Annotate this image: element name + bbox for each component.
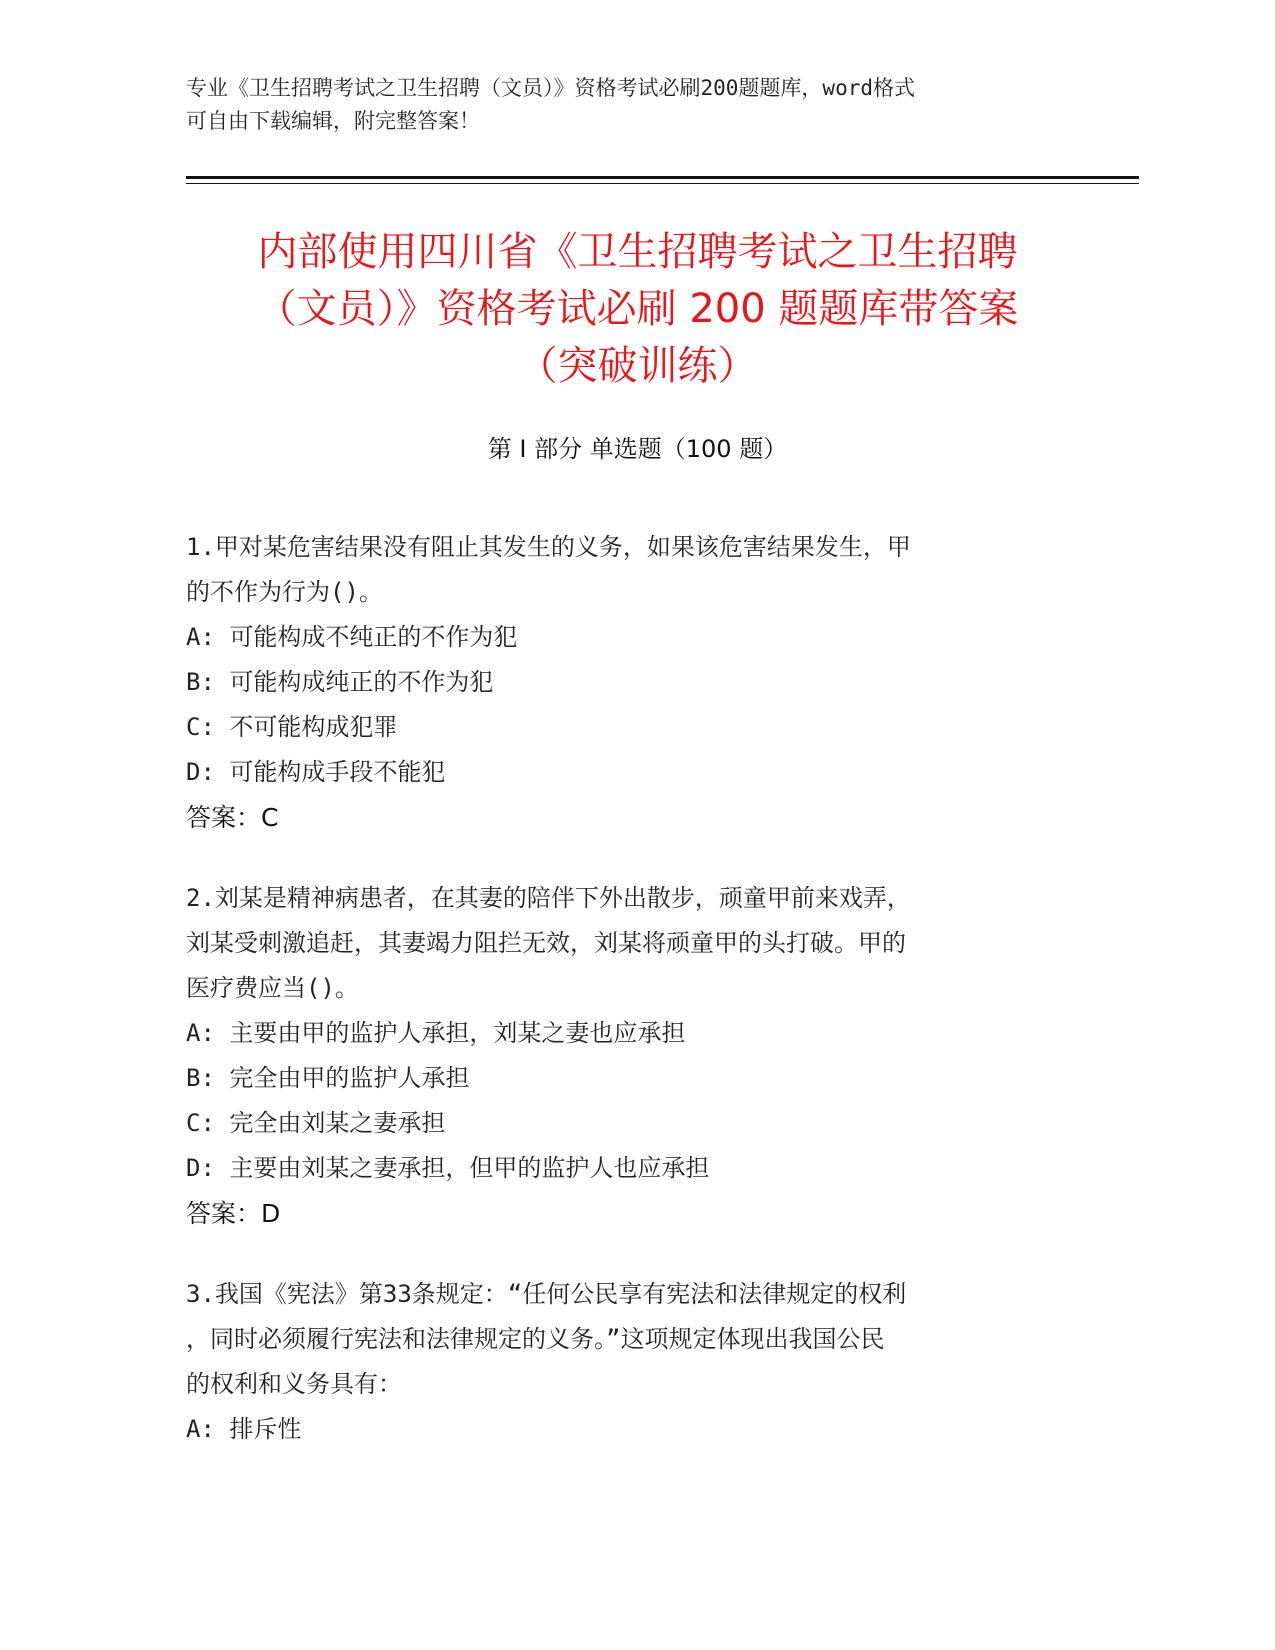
question-stem-line: 3.我国《宪法》第33条规定：“任何公民享有宪法和法律规定的权利 xyxy=(186,1280,907,1308)
option-c: C: 不可能构成犯罪 xyxy=(186,713,398,741)
header-divider-thin xyxy=(186,183,1139,184)
question-stem-line: 的权利和义务具有： xyxy=(186,1370,402,1398)
answer-line: 答案：C xyxy=(186,803,279,832)
option-d: D: 主要由刘某之妻承担，但甲的监护人也应承担 xyxy=(186,1154,710,1182)
header-note-line: 专业《卫生招聘考试之卫生招聘（文员）》资格考试必刷200题题库，word格式 xyxy=(186,76,915,100)
document-title-line: （文员）》资格考试必刷 200 题题库带答案 xyxy=(256,286,1019,332)
question-1 xyxy=(186,525,1096,840)
question-stem-line: 的不作为行为()。 xyxy=(186,578,383,606)
question-2 xyxy=(186,876,1096,1236)
option-d: D: 可能构成手段不能犯 xyxy=(186,758,446,786)
option-a: A: 排斥性 xyxy=(186,1415,302,1443)
option-b: B: 完全由甲的监护人承担 xyxy=(186,1064,470,1092)
document-title-line: （突破训练） xyxy=(517,343,758,389)
header-note-line: 可自由下载编辑，附完整答案！ xyxy=(186,109,480,133)
question-stem-line: ，同时必须履行宪法和法律规定的义务。”这项规定体现出我国公民 xyxy=(186,1325,885,1353)
document-title-line: 内部使用四川省《卫生招聘考试之卫生招聘 xyxy=(257,229,1018,275)
option-b: B: 可能构成纯正的不作为犯 xyxy=(186,668,494,696)
header-divider-thick xyxy=(186,176,1139,179)
section-heading: 第 I 部分 单选题（100 题） xyxy=(487,435,788,463)
option-c: C: 完全由刘某之妻承担 xyxy=(186,1109,446,1137)
header-note xyxy=(186,72,1066,138)
question-stem-line: 2.刘某是精神病患者，在其妻的陪伴下外出散步，顽童甲前来戏弄， xyxy=(186,884,911,912)
question-stem-line: 医疗费应当()。 xyxy=(186,974,359,1002)
document-title xyxy=(100,224,1175,395)
question-stem-line: 1.甲对某危害结果没有阻止其发生的义务，如果该危害结果发生，甲 xyxy=(186,533,911,561)
question-stem-line: 刘某受刺激追赶，其妻竭力阻拦无效，刘某将顽童甲的头打破。甲的 xyxy=(186,929,906,957)
option-a: A: 主要由甲的监护人承担，刘某之妻也应承担 xyxy=(186,1019,686,1047)
answer-line: 答案：D xyxy=(186,1199,281,1228)
question-list xyxy=(186,525,1096,1488)
option-a: A: 可能构成不纯正的不作为犯 xyxy=(186,623,518,651)
question-3 xyxy=(186,1272,1096,1452)
